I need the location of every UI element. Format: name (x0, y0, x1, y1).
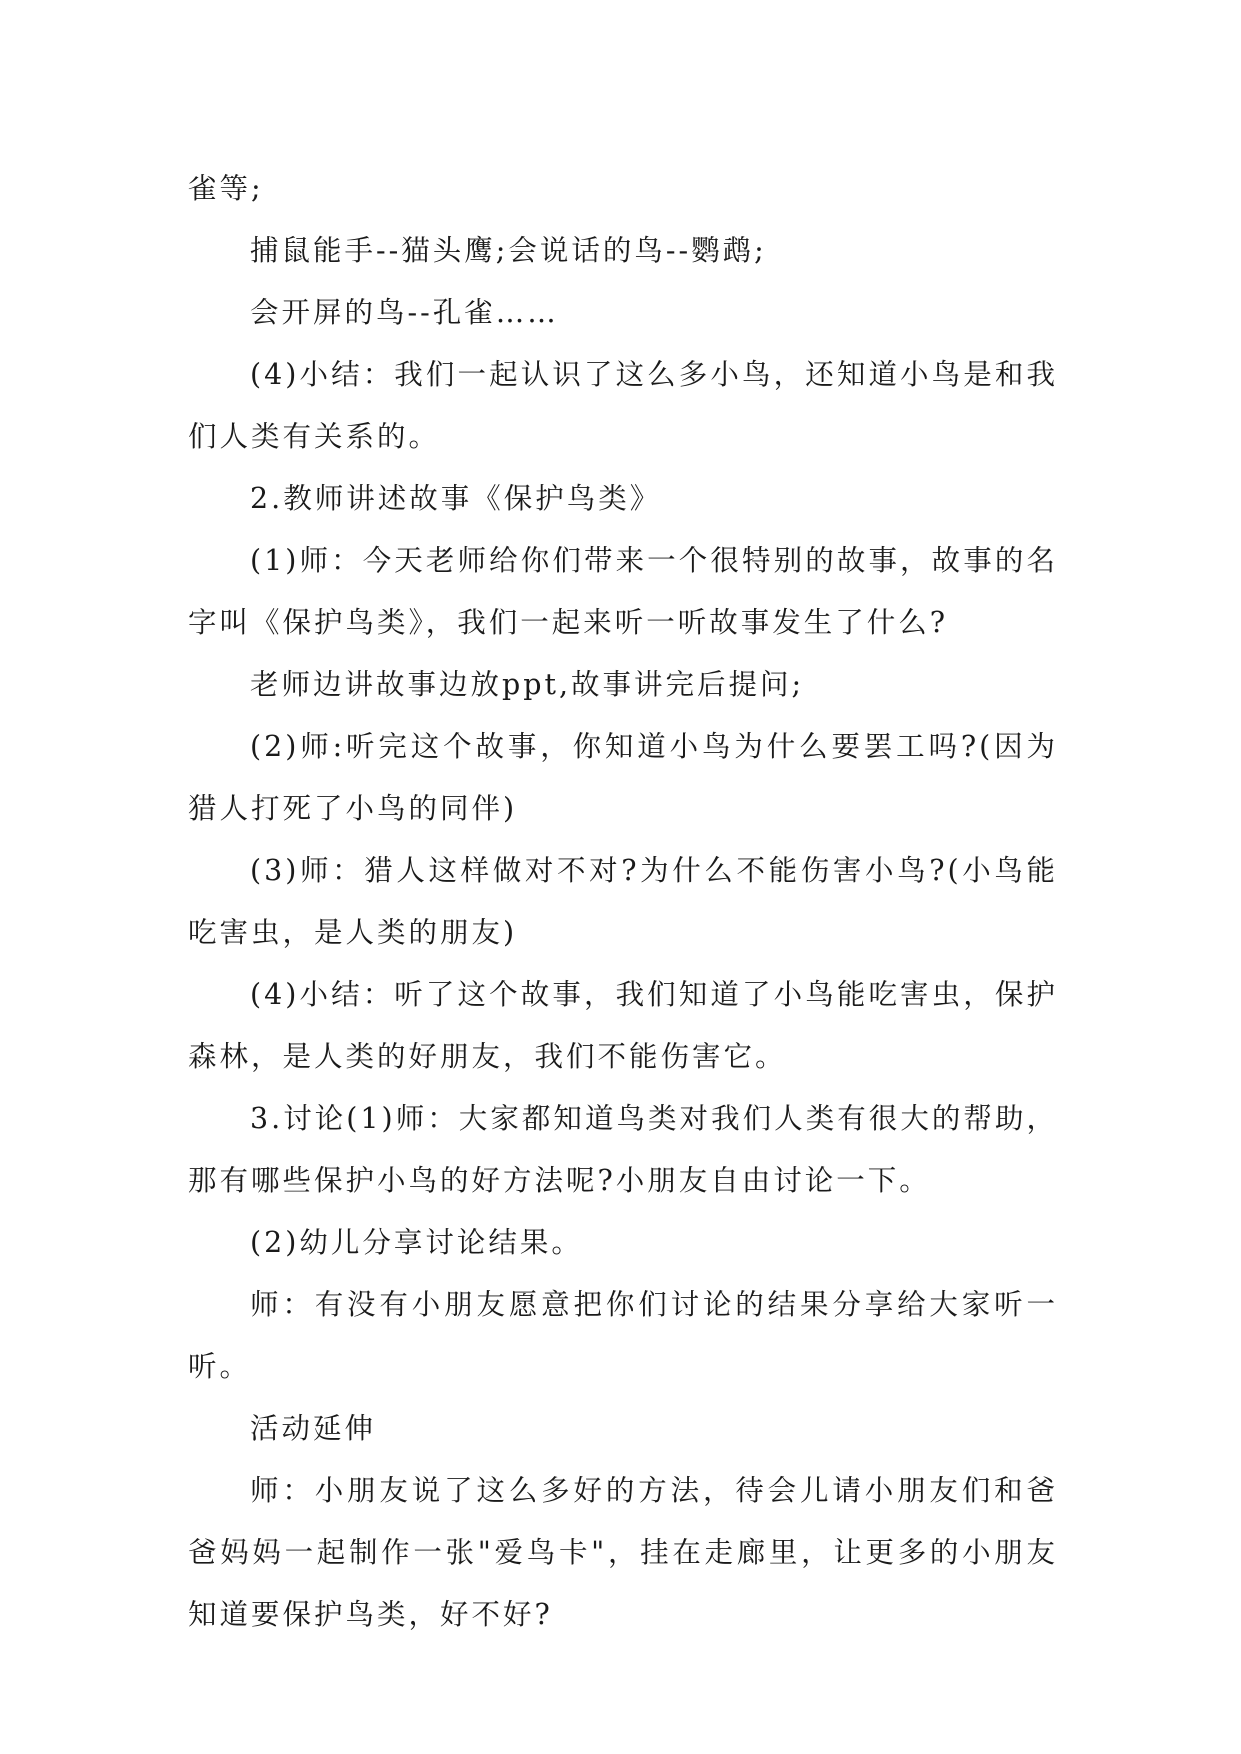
paragraph: 师：小朋友说了这么多好的方法，待会儿请小朋友们和爸爸妈妈一起制作一张"爱鸟卡"，挂在走廊里，让更多的小朋友知道要保护鸟类，好不好? (188, 1474, 1058, 1631)
paragraph: (1)师：今天老师给你们带来一个很特别的故事，故事的名字叫《保护鸟类》，我们一起来听一听故事发生了什么? (188, 544, 1058, 639)
section-heading: 3.讨论(1)师：大家都知道鸟类对我们人类有很大的帮助，那有哪些保护小鸟的好方法呢?小朋友自由讨论一下。 (188, 1102, 1058, 1197)
paragraph: (3)师：猎人这样做对不对?为什么不能伤害小鸟?(小鸟能吃害虫，是人类的朋友) (188, 854, 1058, 949)
paragraph: (4)小结：听了这个故事，我们知道了小鸟能吃害虫，保护森林，是人类的好朋友，我们不能伤害它。 (188, 978, 1058, 1073)
section-heading: 2.教师讲述故事《保护鸟类》 (250, 482, 662, 515)
section-heading: 活动延伸 (250, 1412, 377, 1445)
paragraph: 师：有没有小朋友愿意把你们讨论的结果分享给大家听一听。 (188, 1288, 1058, 1383)
paragraph: 雀等; (188, 172, 264, 205)
document-body (188, 158, 1058, 1646)
paragraph: (2)幼儿分享讨论结果。 (250, 1226, 583, 1259)
paragraph: (2)师:听完这个故事，你知道小鸟为什么要罢工吗?(因为猎人打死了小鸟的同伴) (188, 730, 1058, 825)
paragraph: 老师边讲故事边放ppt,故事讲完后提问; (250, 668, 805, 701)
paragraph: 捕鼠能手--猫头鹰;会说话的鸟--鹦鹉; (250, 234, 767, 267)
paragraph: 会开屏的鸟--孔雀…… (250, 296, 559, 329)
paragraph: (4)小结：我们一起认识了这么多小鸟，还知道小鸟是和我们人类有关系的。 (188, 358, 1058, 453)
